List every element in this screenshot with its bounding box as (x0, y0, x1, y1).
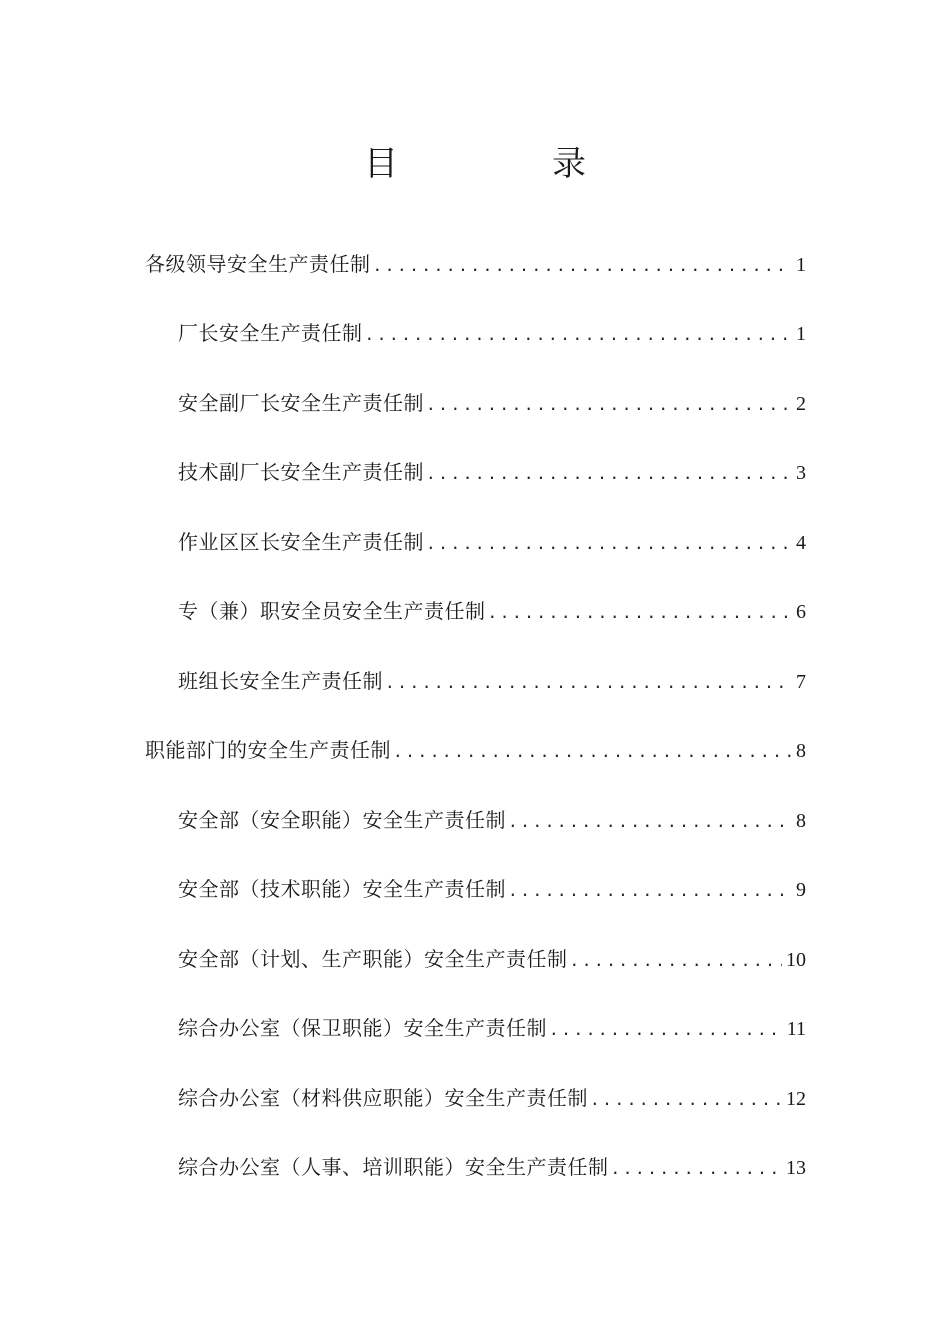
page-title: 目 录 (364, 144, 646, 184)
toc-entry-label: 各级领导安全生产责任制 (145, 252, 371, 276)
toc-dot-leader (508, 874, 792, 908)
toc-page-number: 9 (796, 879, 806, 901)
toc-page-number: 1 (796, 323, 806, 345)
toc-entry[interactable] (178, 1150, 806, 1184)
toc-entry-label: 综合办公室（保卫职能）安全生产责任制 (178, 1016, 547, 1040)
toc-entry[interactable] (178, 386, 806, 420)
toc-entry[interactable] (178, 525, 806, 559)
toc-page-number: 8 (796, 740, 806, 762)
toc-entry-label: 厂长安全生产责任制 (178, 321, 363, 345)
toc-entry[interactable] (178, 803, 806, 837)
toc-page-number: 2 (796, 393, 806, 415)
toc-page-number: 6 (796, 601, 806, 623)
toc-entry-label: 综合办公室（人事、培训职能）安全生产责任制 (178, 1155, 609, 1179)
toc-dot-leader (488, 596, 793, 630)
toc-entry[interactable] (145, 247, 806, 281)
toc-page-number: 10 (786, 949, 806, 971)
toc-entry-label: 安全部（安全职能）安全生产责任制 (178, 808, 506, 832)
toc-entry-label: 综合办公室（材料供应职能）安全生产责任制 (178, 1086, 588, 1110)
toc-entry[interactable] (178, 1011, 806, 1045)
toc-dot-leader (393, 735, 792, 769)
toc-entry-label: 班组长安全生产责任制 (178, 669, 383, 693)
toc-dot-leader (508, 805, 792, 839)
toc-page-number: 1 (796, 254, 806, 276)
toc-dot-leader (426, 457, 792, 491)
toc-dot-leader (426, 527, 792, 561)
toc-dot-leader (426, 388, 792, 422)
toc-entry[interactable] (178, 664, 806, 698)
toc-page-number: 7 (796, 671, 806, 693)
toc-entry[interactable] (178, 594, 806, 628)
toc-page-number: 3 (796, 462, 806, 484)
toc-entry[interactable] (178, 872, 806, 906)
toc-entry-label: 安全部（计划、生产职能）安全生产责任制 (178, 947, 568, 971)
toc-dot-leader (549, 1013, 783, 1047)
toc-entry[interactable] (178, 1081, 806, 1115)
toc-page-number: 8 (796, 810, 806, 832)
toc-entry[interactable] (145, 733, 806, 767)
toc-dot-leader (590, 1083, 782, 1117)
toc-dot-leader (611, 1152, 783, 1186)
toc-entry-label: 职能部门的安全生产责任制 (145, 738, 391, 762)
toc-page-number: 13 (786, 1157, 806, 1179)
toc-dot-leader (385, 666, 792, 700)
toc-page-number: 12 (786, 1088, 806, 1110)
toc-dot-leader (570, 944, 783, 978)
toc-entry[interactable] (178, 942, 806, 976)
toc-entry[interactable] (178, 455, 806, 489)
toc-entry-label: 专（兼）职安全员安全生产责任制 (178, 599, 486, 623)
toc-entry-label: 作业区区长安全生产责任制 (178, 530, 424, 554)
toc-entry-label: 安全副厂长安全生产责任制 (178, 391, 424, 415)
toc-entry[interactable] (178, 316, 806, 350)
toc-page-number: 11 (786, 1018, 806, 1040)
toc-entry-label: 安全部（技术职能）安全生产责任制 (178, 877, 506, 901)
toc-entry-label: 技术副厂长安全生产责任制 (178, 460, 424, 484)
toc-dot-leader (373, 249, 793, 283)
toc-page-number: 4 (796, 532, 806, 554)
toc-dot-leader (365, 318, 793, 352)
